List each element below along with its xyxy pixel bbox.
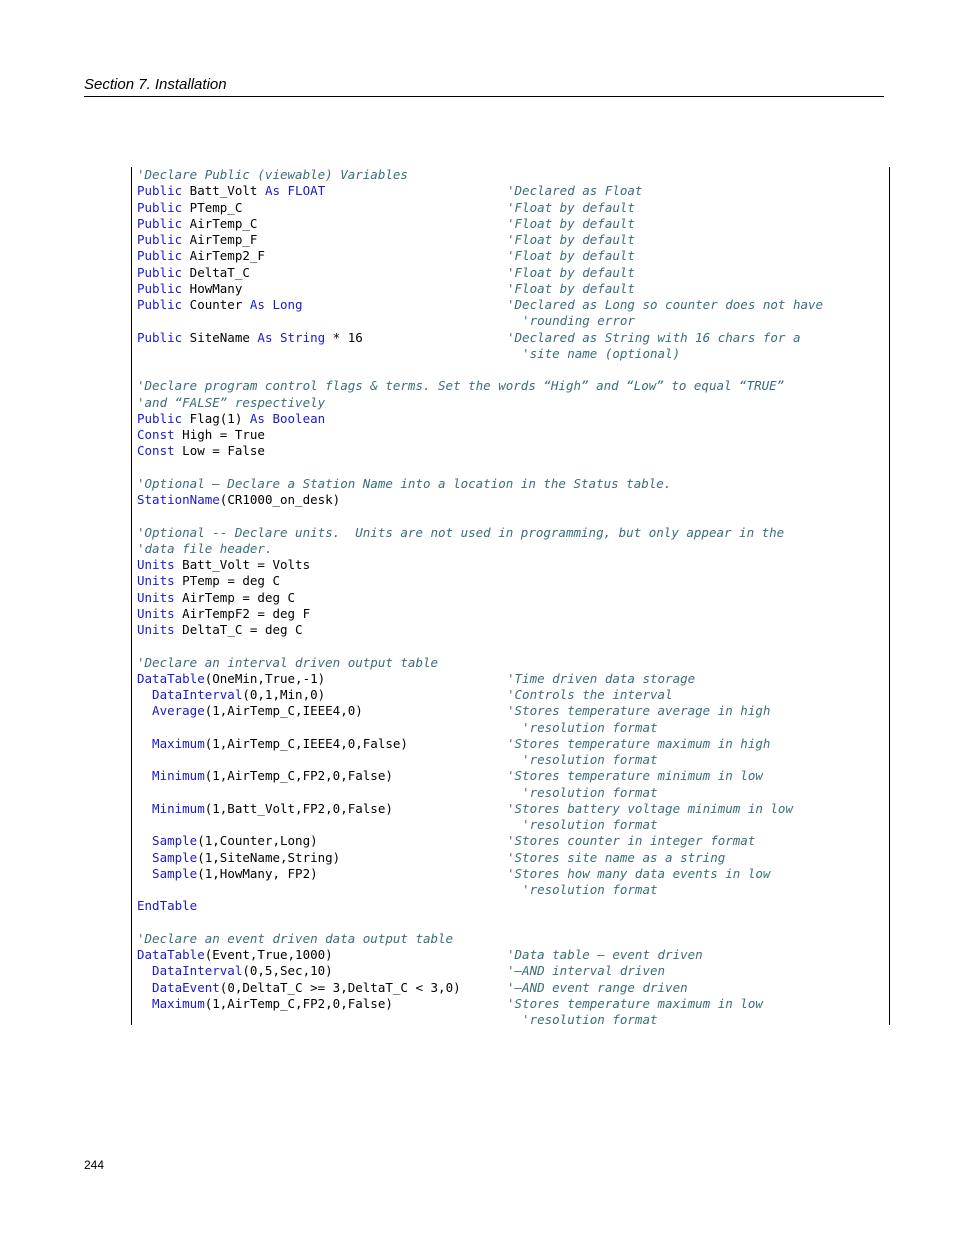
code-text: AirTemp2_F [182, 248, 265, 264]
code-keyword: As String [257, 329, 326, 345]
code-keyword: Minimum [137, 768, 205, 784]
code-line [137, 947, 885, 963]
code-keyword: Minimum [137, 800, 205, 816]
code-keyword: As FLOAT [264, 183, 326, 199]
code-text: (1,AirTemp_C,FP2,0,False) [204, 995, 393, 1011]
code-keyword: Public [137, 410, 183, 426]
code-text: SiteName [182, 329, 258, 345]
code-comment: 'Stores battery voltage minimum in low [507, 800, 793, 816]
code-keyword: Units [137, 605, 175, 621]
code-text: PTemp = deg C [174, 573, 280, 589]
code-comment: 'Stores how many data events in low [507, 865, 771, 881]
code-keyword: Sample [137, 849, 198, 865]
code-line [137, 703, 885, 719]
code-comment: 'Declared as Long so counter does not have [507, 297, 824, 312]
code-comment: 'Float by default [507, 199, 635, 215]
code-keyword: StationName [137, 492, 220, 507]
code-text: (1,AirTemp_C,IEEE4,0,False) [204, 735, 408, 751]
code-comment: 'resolution format [507, 752, 658, 767]
code-keyword: Const [137, 443, 175, 459]
code-text: AirTemp_F [182, 232, 258, 247]
code-text: AirTemp = deg C [174, 589, 296, 605]
code-line [137, 492, 885, 508]
code-keyword: DataEvent [137, 979, 220, 995]
code-line [137, 427, 885, 443]
section-title: Section 7. Installation [84, 76, 227, 93]
code-comment: 'Stores temperature maximum in high [507, 735, 771, 751]
code-text: (0,1,Min,0) [242, 687, 326, 702]
code-line [137, 265, 885, 281]
code-text: AirTemp_C [182, 215, 258, 231]
code-comment: 'Time driven data storage [507, 670, 696, 686]
code-keyword: Const [137, 427, 175, 442]
code-text: AirTempF2 = deg F [174, 605, 311, 621]
code-keyword: Units [137, 589, 175, 605]
code-line [137, 622, 885, 638]
code-comment: 'Stores temperature minimum in low [507, 768, 763, 784]
code-text: (0,5,Sec,10) [242, 963, 333, 979]
code-comment: 'Data table – event driven [507, 947, 703, 962]
page-number: 244 [84, 1158, 105, 1172]
code-line [137, 183, 885, 199]
code-text: DeltaT_C = deg C [174, 622, 303, 637]
code-comment: 'resolution format [507, 817, 658, 832]
code-line [137, 606, 885, 622]
code-keyword: EndTable [137, 898, 198, 914]
code-comment: 'resolution format [507, 784, 658, 800]
code-text: (OneMin,True,-1) [204, 670, 326, 686]
code-comment: 'and “FALSE” respectively [137, 394, 326, 410]
code-keyword: Maximum [137, 735, 205, 751]
code-line [137, 590, 885, 606]
code-line [137, 411, 885, 427]
code-text: High = True [174, 427, 265, 442]
code-text: HowMany [182, 280, 243, 296]
code-block [137, 167, 885, 1028]
code-line [137, 281, 885, 297]
code-line [137, 671, 885, 687]
code-keyword: Public [137, 215, 183, 231]
code-line [137, 963, 885, 979]
code-keyword: Units [137, 622, 175, 637]
code-text: Flag(1) [182, 410, 250, 426]
code-comment: 'Float by default [507, 232, 635, 247]
code-line [137, 232, 885, 248]
code-comment: 'Controls the interval [507, 687, 673, 702]
code-comment: 'Declare an event driven data output table [137, 930, 454, 946]
page-header [84, 76, 884, 97]
code-keyword: Public [137, 199, 183, 215]
code-line [137, 248, 885, 264]
code-keyword: Public [137, 248, 183, 264]
code-comment: 'Optional -- Declare units. Units are not used in programming, but only appear in the [137, 524, 785, 540]
code-comment: 'site name (optional) [507, 345, 681, 361]
code-line [137, 736, 885, 752]
code-text: (1,HowMany, FP2) [197, 865, 318, 881]
code-text: (0,DeltaT_C >= 3,DeltaT_C < 3,0) [219, 979, 461, 995]
code-text: Batt_Volt = Volts [174, 557, 311, 572]
code-comment: 'Declare an interval driven output table [137, 654, 439, 670]
code-text: * 16 [325, 329, 363, 345]
code-keyword: DataTable [137, 947, 205, 962]
code-keyword: Sample [137, 833, 198, 849]
code-comment: 'data file header. [137, 540, 273, 556]
code-line [137, 898, 885, 914]
code-line [137, 297, 885, 313]
code-line [137, 833, 885, 849]
code-text: DeltaT_C [182, 264, 250, 280]
code-text: (1,AirTemp_C,IEEE4,0) [204, 703, 363, 719]
code-line [137, 850, 885, 866]
code-text: Low = False [174, 443, 265, 459]
code-comment: 'Float by default [507, 248, 635, 264]
code-keyword: Public [137, 232, 183, 247]
code-listing [131, 167, 890, 1025]
code-comment: 'resolution format [507, 882, 658, 897]
code-comment: 'Declare program control flags & terms. Set the words “High” and “Low” to equal “TRUE” [137, 378, 785, 394]
code-line [137, 687, 885, 703]
code-comment: '–AND interval driven [507, 963, 666, 979]
code-comment: 'resolution format [507, 1012, 658, 1027]
code-comment: 'Declared as Float [507, 183, 643, 199]
code-keyword: As Long [249, 297, 303, 312]
code-keyword: Average [137, 703, 205, 719]
code-line [137, 768, 885, 784]
code-keyword: Public [137, 297, 183, 312]
code-keyword: Public [137, 264, 183, 280]
code-comment: 'Float by default [507, 215, 635, 231]
code-line [137, 443, 885, 459]
code-comment: 'Float by default [507, 280, 635, 296]
code-comment: '–AND event range driven [507, 979, 688, 995]
code-keyword: Public [137, 329, 183, 345]
code-text: (1,Batt_Volt,FP2,0,False) [204, 800, 393, 816]
code-comment: 'Declare Public (viewable) Variables [137, 167, 408, 182]
code-keyword: Sample [137, 865, 198, 881]
code-comment: 'Stores temperature maximum in low [507, 995, 763, 1011]
code-comment: 'Stores counter in integer format [507, 833, 756, 849]
code-keyword: Maximum [137, 995, 205, 1011]
code-comment: 'resolution format [507, 719, 658, 735]
code-text: (1,SiteName,String) [197, 849, 341, 865]
code-line [137, 216, 885, 232]
code-text: PTemp_C [182, 199, 243, 215]
code-text: (Event,True,1000) [204, 947, 333, 962]
code-keyword: Units [137, 573, 175, 589]
code-line [137, 996, 885, 1012]
code-keyword: DataTable [137, 670, 205, 686]
code-comment: 'Declared as String with 16 chars for a [507, 329, 801, 345]
code-line [137, 200, 885, 216]
code-comment: 'Float by default [507, 264, 635, 280]
code-comment: 'Stores temperature average in high [507, 703, 771, 719]
code-line [137, 801, 885, 817]
code-comment: 'Optional – Declare a Station Name into a location in the Status table. [137, 475, 672, 491]
code-comment: 'rounding error [507, 313, 635, 329]
code-keyword: DataInterval [137, 963, 243, 979]
code-line [137, 573, 885, 589]
code-keyword: DataInterval [137, 687, 243, 702]
code-comment: 'Stores site name as a string [507, 849, 726, 865]
code-line [137, 330, 885, 346]
code-text: (CR1000_on_desk) [219, 492, 341, 507]
code-text: (1,AirTemp_C,FP2,0,False) [204, 768, 393, 784]
code-line [137, 980, 885, 996]
code-text: (1,Counter,Long) [197, 833, 318, 849]
code-text: Batt_Volt [182, 183, 265, 199]
code-line [137, 557, 885, 573]
code-keyword: Public [137, 183, 183, 199]
code-keyword: Units [137, 557, 175, 572]
code-keyword: As Boolean [249, 410, 326, 426]
code-keyword: Public [137, 280, 183, 296]
code-line [137, 866, 885, 882]
code-text: Counter [182, 297, 250, 312]
